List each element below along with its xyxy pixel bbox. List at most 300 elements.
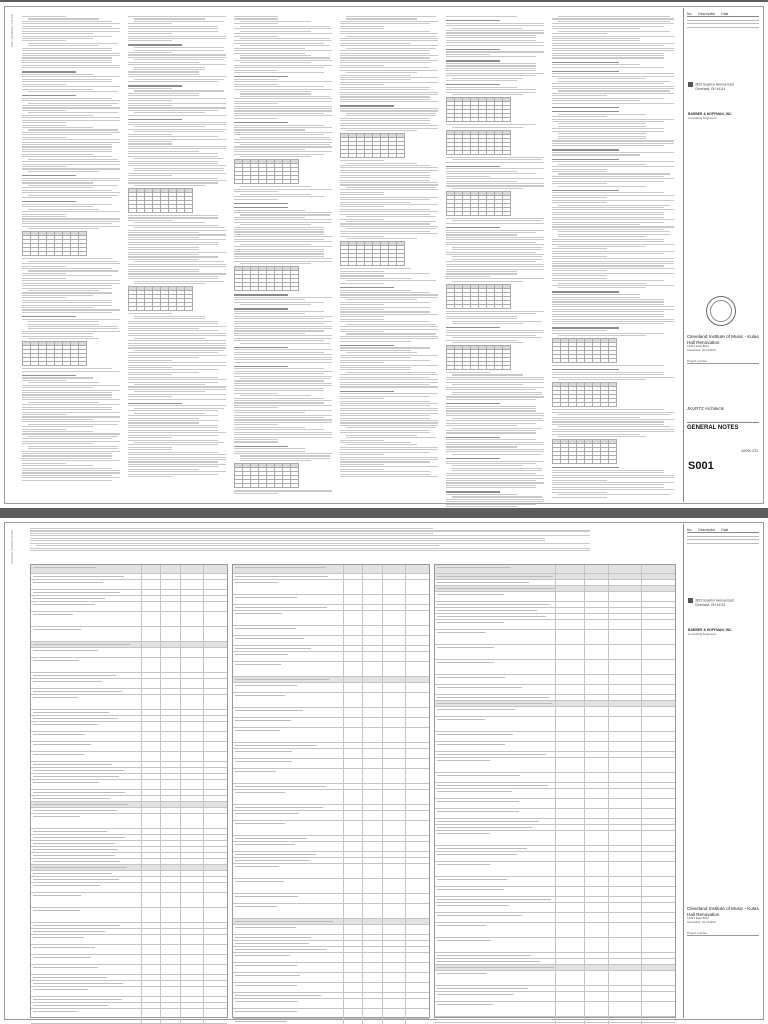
schedule-cell-divider	[362, 749, 363, 758]
note-text-line	[134, 384, 205, 385]
note-text-line	[340, 384, 430, 385]
note-text-line	[128, 435, 218, 436]
schedule-cell-divider	[362, 904, 363, 918]
revision-date-header: Date	[721, 12, 729, 16]
note-text-line	[22, 31, 120, 32]
schedule-cell-divider	[641, 992, 642, 1001]
note-text-line	[234, 98, 332, 99]
schedule-cell-divider	[608, 819, 609, 824]
note-text-line	[234, 493, 278, 494]
schedule-cell-divider	[160, 742, 161, 751]
schedule-cell-divider	[180, 673, 181, 678]
note-table	[22, 231, 87, 256]
note-text-line	[452, 392, 542, 393]
note-text-line	[22, 288, 112, 289]
schedule-cell-divider	[382, 941, 383, 946]
schedule-cell-divider	[555, 1002, 556, 1016]
note-text-line	[340, 331, 384, 332]
note-text-line	[234, 110, 332, 111]
note-text-line	[552, 365, 664, 366]
schedule-row	[233, 821, 429, 836]
note-text-line	[28, 382, 99, 383]
schedule-cell-divider	[362, 784, 363, 789]
note-text-line	[552, 273, 674, 274]
note-text-line	[340, 87, 430, 88]
schedule-cell-divider	[203, 790, 204, 795]
schedule-cell-text	[235, 881, 284, 882]
schedule-cell-divider	[203, 835, 204, 840]
note-text-line	[22, 16, 66, 17]
schedule-row	[435, 732, 675, 742]
note-text-line	[22, 377, 93, 378]
schedule-cell-text	[437, 791, 512, 792]
schedule-cell-divider	[405, 842, 406, 851]
schedule-cell-divider	[362, 790, 363, 804]
note-text-line	[552, 239, 664, 240]
note-text-line	[22, 146, 112, 147]
schedule-cell-divider	[641, 959, 642, 964]
schedule-cell-divider	[343, 879, 344, 893]
note-text-line	[22, 316, 76, 317]
schedule-cell-divider	[343, 662, 344, 676]
note-text-line	[552, 38, 640, 39]
note-text-line	[22, 139, 120, 140]
schedule-cell-text	[33, 925, 120, 926]
schedule-row	[435, 773, 675, 783]
note-text-line	[28, 45, 99, 46]
schedule-cell-divider	[382, 769, 383, 783]
note-text-line	[22, 38, 93, 39]
schedule-cell-divider	[405, 904, 406, 918]
schedule-row	[233, 842, 429, 852]
schedule-cell-divider	[584, 1017, 585, 1022]
schedule-row	[31, 935, 227, 945]
note-text-line	[552, 23, 674, 24]
note-text-line	[552, 219, 674, 220]
schedule-cell-divider	[555, 717, 556, 731]
note-text-line	[22, 105, 112, 106]
note-text-line	[452, 454, 542, 455]
schedule-cell-divider	[160, 877, 161, 882]
schedule-cell-divider	[180, 648, 181, 657]
note-text-line	[446, 332, 544, 333]
note-text-line	[234, 36, 278, 37]
note-text-line	[340, 283, 384, 284]
schedule-cell-divider	[203, 981, 204, 986]
note-text-line	[552, 306, 674, 307]
note-text-line	[446, 49, 500, 50]
note-text-line	[340, 418, 430, 419]
note-text-line	[552, 98, 664, 99]
schedule-cell-divider	[382, 574, 383, 579]
note-text-line	[128, 410, 218, 411]
schedule-cell-divider	[555, 903, 556, 912]
schedule-row	[31, 602, 227, 612]
note-text-line	[128, 28, 218, 29]
schedule-cell-divider	[641, 953, 642, 958]
schedule-cell-divider	[608, 862, 609, 876]
note-text-line	[22, 117, 120, 118]
note-text-line	[22, 302, 112, 303]
schedule-cell-divider	[405, 580, 406, 594]
schedule-cell-divider	[608, 953, 609, 958]
schedule-cell-divider	[584, 758, 585, 772]
note-text-line	[558, 335, 646, 336]
schedule-cell-divider	[343, 973, 344, 982]
schedule-cell-divider	[555, 752, 556, 757]
schedule-cell-divider	[362, 963, 363, 972]
schedule-cell-divider	[641, 938, 642, 952]
note-text-line	[340, 345, 394, 346]
note-text-line	[340, 430, 430, 431]
schedule-row	[233, 879, 429, 894]
note-text-line	[128, 469, 199, 470]
schedule-cell-divider	[362, 743, 363, 748]
schedule-cell-divider	[382, 925, 383, 934]
note-text-line	[28, 328, 118, 329]
note-text-line	[240, 395, 311, 396]
note-text-line	[552, 36, 674, 37]
schedule-cell-text	[33, 764, 112, 765]
note-text-line	[234, 48, 305, 49]
schedule-cell-divider	[141, 590, 142, 595]
note-text-line	[22, 407, 112, 408]
schedule-cell-divider	[584, 877, 585, 886]
note-text-line	[346, 324, 436, 325]
schedule-cell-divider	[203, 689, 204, 694]
note-text-line	[128, 119, 182, 120]
note-text-line	[340, 410, 438, 411]
note-text-line	[340, 377, 430, 378]
schedule-cell-text	[235, 695, 285, 696]
schedule-cell-divider	[141, 574, 142, 579]
note-text-line	[552, 311, 664, 312]
note-text-line	[234, 203, 288, 204]
schedule-cell-divider	[180, 732, 181, 741]
schedule-cell-divider	[141, 981, 142, 986]
schedule-row	[233, 999, 429, 1009]
schedule-cell-text	[437, 864, 490, 865]
schedule-row	[233, 953, 429, 963]
schedule-cell-divider	[343, 574, 344, 579]
note-text-line	[446, 372, 490, 373]
note-text-line	[340, 43, 411, 44]
note-text-line	[234, 299, 305, 300]
schedule-cell-divider	[362, 595, 363, 604]
note-text-line	[340, 326, 438, 327]
schedule-cell-divider	[203, 945, 204, 954]
schedule-cell-divider	[405, 574, 406, 579]
note-text-line	[452, 384, 523, 385]
schedule-cell-divider	[160, 841, 161, 846]
note-text-line	[22, 392, 112, 393]
note-text-line	[552, 304, 664, 305]
note-text-line	[234, 354, 332, 355]
schedule-cell-divider	[180, 893, 181, 907]
note-text-line	[22, 211, 120, 212]
note-text-line	[552, 297, 640, 298]
note-text-line	[234, 251, 324, 252]
schedule-cell-divider	[584, 789, 585, 798]
note-text-line	[552, 369, 619, 370]
note-text-line	[234, 81, 332, 82]
schedule-cell-text	[437, 744, 505, 745]
note-text-line	[240, 38, 330, 39]
note-text-line	[346, 72, 417, 73]
note-text-line	[234, 53, 305, 54]
note-text-line	[128, 394, 226, 395]
schedule-cell-divider	[362, 999, 363, 1008]
schedule-cell-text	[33, 977, 107, 978]
note-text-line	[340, 471, 430, 472]
note-text-line	[22, 178, 120, 179]
schedule-cell-divider	[343, 708, 344, 717]
note-text-line	[558, 114, 646, 115]
note-text-line	[30, 535, 590, 536]
schedule-cell-divider	[362, 811, 363, 820]
note-text-line	[22, 480, 112, 481]
note-text-line	[340, 202, 411, 203]
note-text-line	[234, 207, 288, 208]
schedule-cell-divider	[555, 675, 556, 684]
schedule-cell-divider	[405, 693, 406, 707]
schedule-cell-divider	[608, 695, 609, 700]
note-text-line	[128, 333, 226, 334]
schedule-cell-divider	[362, 718, 363, 727]
note-text-line	[446, 439, 536, 440]
note-text-line	[234, 154, 324, 155]
note-text-line	[22, 71, 76, 72]
note-text-line	[552, 57, 664, 58]
note-text-line	[552, 299, 664, 300]
note-text-line	[28, 436, 118, 437]
note-text-line	[234, 308, 288, 309]
schedule-cell-divider	[180, 774, 181, 779]
schedule-row	[31, 732, 227, 742]
note-text-line	[552, 431, 674, 432]
firm-address-line-1: 3815 Superior Avenue East	[695, 598, 734, 603]
schedule-cell-divider	[160, 871, 161, 876]
note-text-line	[22, 95, 76, 96]
note-text-line	[234, 419, 332, 420]
schedule-cell-text	[437, 1004, 493, 1005]
note-text-line	[128, 249, 199, 250]
schedule-cell-divider	[180, 796, 181, 801]
schedule-cell-text	[235, 866, 279, 867]
schedule-cell-divider	[584, 825, 585, 830]
note-text-line	[22, 134, 112, 135]
note-text-line	[552, 145, 664, 146]
note-text-line	[552, 434, 640, 435]
schedule-row	[31, 893, 227, 908]
schedule-cell-text	[437, 697, 549, 698]
note-table	[234, 463, 299, 488]
schedule-cell-divider	[608, 602, 609, 607]
note-text-line	[134, 170, 224, 171]
note-text-line	[340, 314, 438, 315]
note-text-line	[346, 238, 417, 239]
note-text-line	[28, 290, 99, 291]
note-text-line	[22, 414, 66, 415]
note-text-line	[128, 26, 218, 27]
note-text-line	[234, 359, 332, 360]
note-text-line	[452, 188, 523, 189]
note-text-line	[446, 446, 517, 447]
schedule-cell-text	[235, 975, 300, 976]
note-text-line	[340, 413, 438, 414]
note-text-line	[446, 261, 536, 262]
schedule-cell-divider	[555, 695, 556, 700]
schedule-cell-divider	[141, 648, 142, 657]
note-table	[22, 341, 87, 366]
schedule-cell-divider	[405, 718, 406, 727]
schedule-cell-divider	[641, 887, 642, 896]
schedule-cell-divider	[641, 701, 642, 706]
note-text-line	[340, 94, 438, 95]
schedule-cell-divider	[343, 718, 344, 727]
schedule-cell-divider	[382, 983, 383, 992]
schedule-cell-divider	[203, 602, 204, 611]
schedule-row	[435, 675, 675, 685]
note-text-line	[552, 140, 674, 141]
schedule-cell-divider	[555, 887, 556, 896]
schedule-cell-divider	[555, 645, 556, 659]
schedule-cell-text	[235, 607, 327, 608]
schedule-cell-divider	[405, 646, 406, 651]
note-text-line	[446, 504, 536, 505]
note-text-line	[446, 458, 500, 459]
note-table	[446, 97, 511, 122]
note-text-line	[558, 231, 670, 232]
schedule-cell-divider	[343, 1009, 344, 1018]
note-text-line	[340, 67, 430, 68]
schedule-cell-divider	[405, 963, 406, 972]
note-text-line	[134, 185, 205, 186]
schedule-cell-divider	[141, 829, 142, 834]
note-text-line	[128, 357, 199, 358]
note-text-line	[22, 28, 120, 29]
schedule-cell-text	[33, 910, 80, 911]
note-text-line	[234, 333, 305, 334]
schedule-cell-divider	[382, 852, 383, 857]
schedule-cell-divider	[141, 1009, 142, 1023]
schedule-row	[233, 1019, 429, 1024]
note-text-line	[552, 224, 640, 225]
schedule-cell-divider	[343, 652, 344, 661]
schedule-cell-divider	[203, 722, 204, 731]
note-text-line	[558, 90, 670, 91]
note-text-line	[128, 382, 218, 383]
note-text-line	[552, 409, 664, 410]
note-text-line	[552, 55, 664, 56]
schedule-row	[435, 645, 675, 660]
schedule-cell-divider	[141, 929, 142, 934]
note-text-line	[128, 153, 218, 154]
schedule-cell-divider	[641, 565, 642, 573]
schedule-cell-divider	[584, 923, 585, 937]
schedule-cell-divider	[362, 941, 363, 946]
note-text-line	[234, 67, 324, 68]
schedule-cell-divider	[160, 710, 161, 715]
note-text-line	[22, 132, 120, 133]
schedule-cell-divider	[160, 965, 161, 974]
note-text-line	[240, 304, 311, 305]
schedule-cell-divider	[555, 877, 556, 886]
notes-column-5	[446, 16, 544, 508]
schedule-cell-text	[437, 879, 507, 880]
schedule-cell-divider	[405, 683, 406, 692]
note-text-line	[234, 328, 332, 329]
note-text-line	[340, 329, 438, 330]
schedule-cell-divider	[343, 769, 344, 783]
schedule-cell-text	[437, 647, 494, 648]
schedule-cell-divider	[141, 883, 142, 892]
margin-stamp: S001 GENERAL NOTES	[10, 14, 14, 48]
note-text-line	[340, 62, 430, 63]
schedule-cell-divider	[608, 732, 609, 741]
schedule-cell-divider	[203, 829, 204, 834]
note-text-line	[22, 107, 120, 108]
schedule-cell-divider	[203, 893, 204, 907]
note-text-line	[22, 214, 66, 215]
schedule-cell-divider	[584, 986, 585, 991]
schedule-cell-divider	[203, 580, 204, 589]
note-text-line	[446, 60, 500, 61]
firm-address-line-2: Cleveland, OH 44114	[695, 87, 726, 91]
schedule-cell-divider	[203, 780, 204, 789]
note-text-line	[128, 367, 172, 368]
note-text-line	[552, 489, 674, 490]
schedule-row	[435, 852, 675, 862]
schedule-cell-divider	[180, 790, 181, 795]
schedule-cell-text	[235, 792, 285, 793]
schedule-cell-text	[33, 782, 99, 783]
schedule-cell-text	[235, 710, 303, 711]
note-text-line	[446, 230, 544, 231]
note-text-line	[22, 404, 120, 405]
note-text-line	[340, 367, 411, 368]
schedule-cell-divider	[641, 675, 642, 684]
schedule-cell-divider	[203, 997, 204, 1002]
note-text-line	[452, 159, 542, 160]
note-text-line	[22, 295, 93, 296]
note-text-line	[340, 447, 438, 448]
note-text-line	[22, 312, 112, 313]
note-text-line	[22, 74, 93, 75]
note-text-line	[558, 494, 670, 495]
schedule-row	[435, 660, 675, 675]
note-text-line	[558, 31, 670, 32]
schedule-cell-divider	[160, 574, 161, 579]
schedule-row	[435, 789, 675, 799]
note-text-line	[340, 422, 438, 423]
schedule-row	[31, 722, 227, 732]
note-text-line	[552, 482, 674, 483]
schedule-cell-text	[33, 989, 88, 990]
schedule-cell-divider	[555, 773, 556, 782]
schedule-cell-text	[33, 604, 95, 605]
schedule-row	[31, 565, 227, 574]
schedule-cell-divider	[141, 742, 142, 751]
schedule-cell-divider	[584, 660, 585, 674]
note-text-line	[128, 440, 218, 441]
schedule-cell-text	[33, 957, 91, 958]
note-text-line	[340, 452, 430, 453]
note-text-line	[128, 266, 226, 267]
schedule-cell-divider	[362, 919, 363, 924]
note-text-line	[346, 216, 436, 217]
architect-name: JKURTZ Architects	[687, 406, 725, 411]
